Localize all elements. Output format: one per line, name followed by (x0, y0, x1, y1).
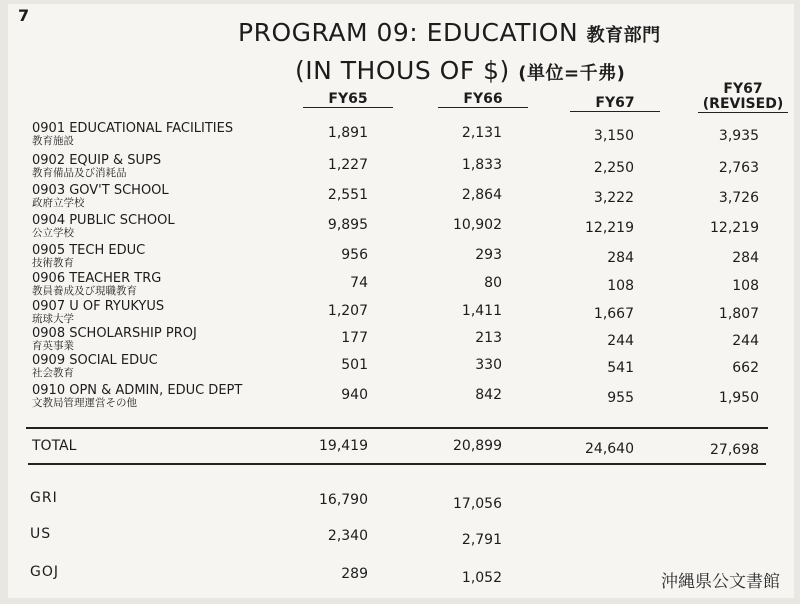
row-value: 3,935 (718, 128, 759, 144)
row-label-japanese: 政府立学校 (32, 197, 85, 209)
row-value: 501 (341, 357, 368, 373)
source-value: 2,791 (461, 532, 502, 548)
row-label (32, 300, 322, 326)
row-value: 1,227 (327, 157, 368, 173)
column-header-fy66 (438, 92, 528, 108)
row-value: 293 (475, 247, 502, 263)
source-value: 16,790 (319, 492, 368, 508)
row-label-japanese: 教育備品及び消耗品 (32, 167, 127, 179)
row-value: 108 (732, 278, 759, 294)
row-label-japanese: 技術教育 (32, 257, 74, 269)
row-label (32, 384, 322, 410)
column-header-label: FY66 (438, 92, 528, 108)
row-value: 1,667 (593, 306, 634, 322)
row-label-japanese: 教育施設 (32, 135, 74, 147)
column-header-label: FY67 (723, 81, 763, 97)
row-label-english: 0905 TECH EDUC (32, 243, 146, 258)
row-value: 1,833 (461, 157, 502, 173)
row-value: 1,807 (718, 306, 759, 322)
row-value: 2,864 (461, 187, 502, 203)
source-value: 289 (341, 566, 368, 582)
page-number: 7 (18, 6, 30, 25)
row-label (32, 154, 322, 180)
title-japanese: 教育部門 (586, 25, 661, 46)
divider-line (28, 463, 766, 465)
row-value: 213 (475, 330, 502, 346)
row-value: 12,219 (585, 220, 634, 236)
source-value: 2,340 (327, 528, 368, 544)
row-label-japanese: 琉球大学 (32, 313, 74, 325)
row-label-japanese: 公立学校 (32, 227, 74, 239)
page-subtitle (295, 56, 625, 85)
row-value: 2,250 (593, 160, 634, 176)
unit-japanese: (単位=千弗) (518, 63, 626, 84)
unit-english: (IN THOUS OF $) (295, 56, 510, 85)
source-label: US (30, 526, 52, 542)
row-value: 1,891 (327, 125, 368, 141)
source-value: 1,052 (461, 570, 502, 586)
total-label: TOTAL (32, 438, 77, 454)
row-value: 3,726 (718, 190, 759, 206)
row-label-english: 0902 EQUIP & SUPS (32, 153, 162, 168)
row-label-english: 0909 SOCIAL EDUC (32, 353, 158, 368)
row-label (32, 244, 322, 270)
total-value-fy67-revised: 27,698 (710, 442, 759, 458)
row-value: 842 (475, 387, 502, 403)
row-value: 3,222 (593, 190, 634, 206)
row-label-japanese: 育英事業 (32, 340, 74, 352)
source-label: GRI (30, 490, 58, 506)
row-label-japanese: 社会教育 (32, 367, 74, 379)
row-label-english: 0906 TEACHER TRG (32, 271, 162, 286)
row-value: 244 (607, 333, 634, 349)
row-value: 108 (607, 278, 634, 294)
column-header-sublabel: (REVISED) (698, 97, 788, 113)
row-value: 1,950 (718, 390, 759, 406)
row-label-japanese: 教員養成及び現職教育 (32, 285, 137, 297)
row-value: 1,411 (461, 303, 502, 319)
row-label-english: 0907 U OF RYUKYUS (32, 299, 165, 314)
title-english: PROGRAM 09: EDUCATION (238, 18, 579, 47)
row-value: 2,763 (718, 160, 759, 176)
row-value: 330 (475, 357, 502, 373)
row-value: 244 (732, 333, 759, 349)
row-label-japanese: 文教局管理運営その他 (32, 397, 137, 409)
row-value: 541 (607, 360, 634, 376)
column-header-label: FY67 (570, 96, 660, 112)
row-value: 12,219 (710, 220, 759, 236)
total-value-fy66: 20,899 (453, 438, 502, 454)
row-value: 1,207 (327, 303, 368, 319)
column-header-fy67 (570, 96, 660, 112)
page-title (238, 18, 661, 47)
row-value: 956 (341, 247, 368, 263)
source-value: 17,056 (453, 496, 502, 512)
source-label: GOJ (30, 564, 59, 580)
row-value: 284 (732, 250, 759, 266)
row-value: 2,551 (327, 187, 368, 203)
row-label (32, 327, 322, 353)
row-label-english: 0904 PUBLIC SCHOOL (32, 213, 175, 228)
row-value: 9,895 (327, 217, 368, 233)
divider-line (26, 427, 768, 429)
column-header-fy67-revised (698, 82, 788, 113)
row-value: 177 (341, 330, 368, 346)
row-value: 10,902 (453, 217, 502, 233)
row-value: 955 (607, 390, 634, 406)
column-header-label: FY65 (303, 92, 393, 108)
row-value: 940 (341, 387, 368, 403)
row-value: 662 (732, 360, 759, 376)
row-label (32, 184, 322, 210)
row-label (32, 122, 322, 148)
row-label-english: 0903 GOV'T SCHOOL (32, 183, 169, 198)
row-label (32, 354, 322, 380)
row-label (32, 272, 322, 298)
row-value: 2,131 (461, 125, 502, 141)
row-label (32, 214, 322, 240)
row-label-english: 0908 SCHOLARSHIP PROJ (32, 326, 197, 341)
archive-stamp: 沖縄県公文書館 (661, 572, 780, 592)
document-card (8, 4, 794, 598)
row-value: 74 (350, 275, 368, 291)
row-label-english: 0901 EDUCATIONAL FACILITIES (32, 121, 234, 136)
row-value: 284 (607, 250, 634, 266)
row-value: 80 (484, 275, 502, 291)
row-value: 3,150 (593, 128, 634, 144)
row-label-english: 0910 OPN & ADMIN, EDUC DEPT (32, 383, 243, 398)
total-value-fy67: 24,640 (585, 441, 634, 457)
column-header-fy65 (303, 92, 393, 108)
total-value-fy65: 19,419 (319, 438, 368, 454)
